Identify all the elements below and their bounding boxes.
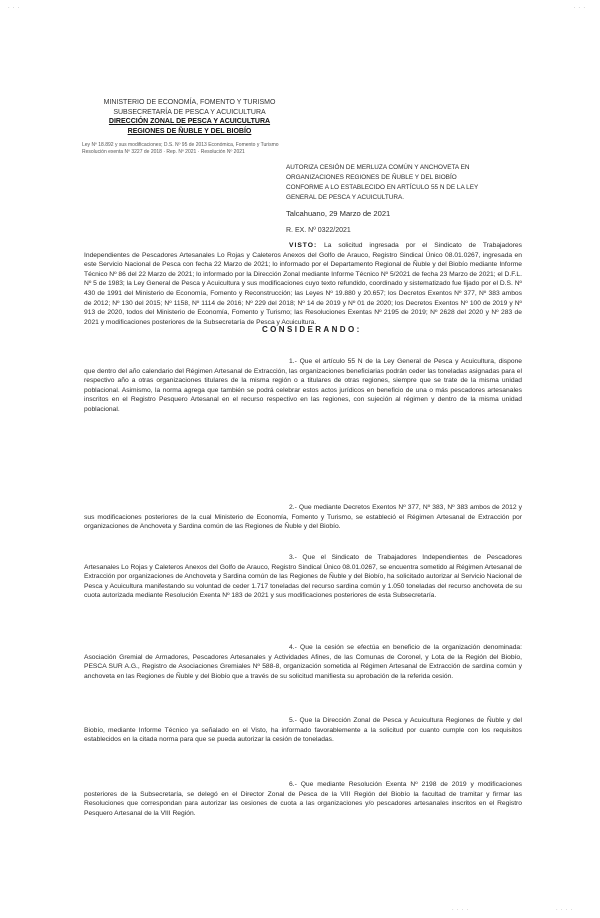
resolution-number: R. EX. Nº 0322/2021 <box>286 227 351 234</box>
considerando-item <box>84 643 522 681</box>
scan-mark: · · · <box>8 6 21 11</box>
visto-paragraph <box>84 241 522 327</box>
visto-label: VISTO: <box>289 242 318 249</box>
considerando-item <box>84 716 522 745</box>
reference-line: Resolución exenta Nº 3227 de 2018 · Rep. Nº 2021 · Resolución Nº 2021 <box>82 149 245 155</box>
considerando-number: 2.- <box>289 504 297 511</box>
subject-block <box>286 163 526 203</box>
considerando-number: 4.- <box>289 644 297 651</box>
considerando-number: 6.- <box>289 781 297 788</box>
dateline: Talcahuano, 29 Marzo de 2021 <box>286 209 391 218</box>
considerando-number: 5.- <box>289 717 297 724</box>
scan-mark: · · · <box>573 6 586 11</box>
considerando-item <box>84 780 522 818</box>
institution-header <box>97 98 282 136</box>
considerando-number: 3.- <box>289 554 297 561</box>
considerando-text: Que la Dirección Zonal de Pesca y Acuicultura Regiones de Ñuble y del Biobío, mediante Informe Técnico ya señalado en el Visto, ha informado favorablemente a la solicitud por cuanto cumple con los requisitos establecidos en la citada norma para que se pueda autorizar la cesión de toneladas. <box>84 717 523 744</box>
subject-line: GENERAL DE PESCA Y ACUICULTURA. <box>286 194 405 201</box>
subject-line: ORGANIZACIONES REGIONES DE ÑUBLE Y DEL BIOBÍO <box>286 174 457 181</box>
institution-subsecretaria: SUBSECRETARÍA DE PESCA Y ACUICULTURA <box>113 108 266 116</box>
reference-line: Ley Nº 18.892 y sus modificaciones; D.S. Nº 95 de 2013 Económica, Fomento y Turismo <box>82 142 279 148</box>
considerando-text: Que el artículo 55 N de la Ley General de Pesca y Acuicultura, dispone que dentro del año calendario del Régimen Artesanal de Extracción, las organizaciones beneficiarias podrán ceder las toneladas asignadas para el respectivo año a otras organizaciones titulares de la misma región o a titulares de otras regiones, siempre que se trate de la misma unidad poblacional. Asimismo, la norma agrega que también se podrá celebrar estos actos jurídicos en beneficio de una o más pescadores artesanales inscritos en el Registro Pesquero Artesanal en el recurso respectivo en las regiones, con sujeción al régimen y dentro de la misma unidad poblacional. <box>84 358 523 413</box>
subject-line: CONFORME A LO ESTABLECIDO EN ARTÍCULO 55 N DE LA LEY <box>286 184 479 191</box>
considerando-item <box>84 357 522 415</box>
considerando-number: 1.- <box>289 358 297 365</box>
institution-direccion: DIRECCIÓN ZONAL DE PESCA Y ACUICULTURA <box>108 118 271 125</box>
institution-regiones: REGIONES DE ÑUBLE Y DEL BIOBÍO <box>127 127 252 135</box>
scan-mark: · · · · <box>556 908 574 913</box>
subject-line: AUTORIZA CESIÓN DE MERLUZA COMÚN Y ANCHOVETA EN <box>286 164 470 171</box>
considerando-item <box>84 553 522 601</box>
scan-mark: · · · · <box>452 908 470 913</box>
considerando-text: Que el Sindicato de Trabajadores Independientes de Pescadores Artesanales Lo Rojas y Caleteros Anexos del Golfo de Arauco, Registro Sindical Único 08.01.0267, se encuentra sometido al Régimen Artesanal de Extracción por organizaciones de Anchoveta y Sardina común de las Regiones de Ñuble y del Biobío, ha solicitado autorizar al Servicio Nacional de Pesca y Acuicultura manifestando su voluntad de ceder 1.717 toneladas del recurso sardina común y 1.050 toneladas del recurso anchoveta de su cuota autorizada mediante Resolución Exenta Nº 183 de 2021 y sus modificaciones posteriores de esta Subsecretaría. <box>84 554 522 600</box>
considerando-text: Que mediante Decretos Exentos Nº 377, Nº 383, Nº 383 ambos de 2012 y sus modificaciones posteriores de la cual Ministerio de Economía, Fomento y Turismo, se estableció el Régimen Artesanal de Extracción por organizaciones de Anchoveta y Sardina común de las Regiones de Ñuble y del Biobío. <box>84 504 523 531</box>
considerando-text: Que mediante Resolución Exenta Nº 2198 de 2019 y modificaciones posteriores de la Subsecretaría, se delegó en el Director Zonal de Pesca de la VIII Región del Biobío la facultad de tramitar y firmar las Resoluciones que correspondan para autorizar las cesiones de cuota a las organizaciones y/o pescadores artesanales inscritos en el Registro Pesquero Artesanal de la VIII Región. <box>84 781 523 817</box>
considerando-item <box>84 503 522 532</box>
considerando-heading: CONSIDERANDO: <box>262 325 362 334</box>
institution-ministry: MINISTERIO DE ECONOMÍA, FOMENTO Y TURISMO <box>103 99 276 106</box>
visto-text: La solicitud ingresada por el Sindicato de Trabajadores Independientes de Pescadores Artesanales Lo Rojas y Caleteros Anexos del Golfo de Arauco, Registro Sindical Único 08.01.0267, ingresada en este Servicio Nacional de Pesca con fecha 22 Marzo de 2021; lo informado por el Departamento Regional de Ñuble y del Biobío mediante Informe Técnico Nº 86 del 22 Marzo de 2021; lo informado por la Dirección Zonal mediante Informe Técnico Nº 5/2021 de fecha 23 Marzo de 2021; el D.F.L. Nº 5 de 1983; la Ley General de Pesca y Acuicultura y sus modificaciones cuyo texto refundido, coordinado y sistematizado fue fijado por el D.S. Nº 430 de 1991 del Ministerio de Economía, Fomento y Reconstrucción; las Leyes Nº 19.880 y 20.657; los Decretos Exentos Nº 377, Nº 383 ambos de 2012; Nº 130 del 2015; Nº 1158, Nº 1114 de 2016; Nº 229 del 2018; Nº 14 de 2019 y Nº 01 de 2020; los Decretos Exentos Nº 100 de 2019 y Nº 913 de 2020, todos del Ministerio de Economía, Fomento y Turismo; las Resoluciones Exentas Nº 2195 de 2019; Nº 2628 del 2020 y Nº 283 de 2021 y modificaciones posteriores de la Subsecretaría de Pesca y Acuicultura. <box>84 242 522 326</box>
reference-block <box>82 142 282 156</box>
considerando-text: Que la cesión se efectúa en beneficio de la organización denominada: Asociación Gremial de Armadores, Pescadores Artesanales y Actividades Afines, de las Comunas de Coronel, y Lota de la Región del Biobío, PESCA SUR A.G., Registro de Asociaciones Gremiales Nº 588-8, organización sometida al Régimen Artesanal de Extracción de sardina común y anchoveta en las Regiones de Ñuble y del Biobío que a través de su solicitud manifiesta su aprobación de la referida cesión. <box>84 644 522 680</box>
